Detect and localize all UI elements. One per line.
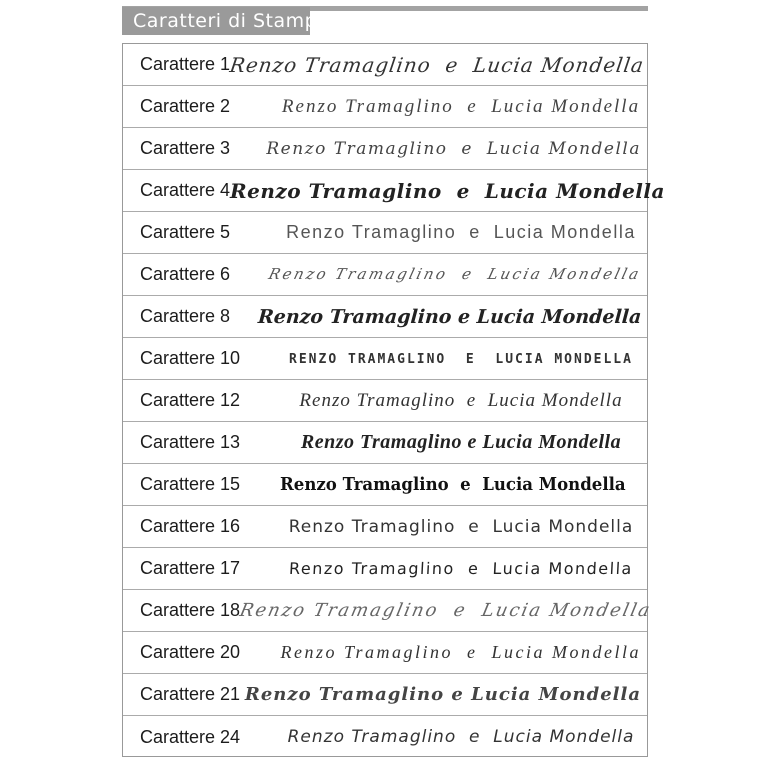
font-sample: Renzo Tramaglino e Lucia Mondella — [299, 389, 623, 411]
table-row — [123, 44, 647, 86]
table-row — [123, 296, 647, 338]
font-sample: RENZO TRAMAGLINO E LUCIA MONDELLA — [289, 351, 633, 367]
font-sample: Renzo Tramaglino e Lucia Mondella — [228, 52, 646, 77]
sample-cell — [281, 642, 648, 663]
font-sample: Renzo Tramaglino e Lucia Mondella — [281, 95, 641, 117]
sample-cell — [281, 222, 647, 243]
font-sample: Renzo Tramaglino e Lucia Mondella — [288, 516, 634, 537]
table-row — [123, 548, 647, 590]
row-label: Carattere 13 — [140, 432, 241, 452]
font-sample: Renzo Tramaglino e Lucia Mondella — [266, 265, 644, 283]
table-row — [123, 86, 647, 128]
font-sample: Renzo Tramaglino e Lucia Mondella — [287, 727, 635, 747]
font-sample: Renzo Tramaglino e Lucia Mondella — [237, 600, 654, 621]
sample-cell — [245, 684, 647, 705]
row-label: Carattere 24 — [140, 726, 241, 747]
font-sample: Renzo Tramaglino e Lucia Mondella — [288, 558, 634, 578]
table-row — [123, 506, 647, 548]
row-label: Carattere 2 — [140, 96, 231, 116]
row-label: Carattere 8 — [140, 306, 231, 326]
font-sample: Renzo Tramaglino e Lucia Mondella — [230, 178, 665, 203]
row-label: Carattere 12 — [140, 390, 241, 410]
table-row — [123, 128, 647, 170]
page-title: Caratteri di Stampa — [122, 7, 310, 35]
font-sample: Renzo Tramaglino e Lucia Mondella — [244, 684, 641, 705]
font-sample: Renzo Tramaglino e Lucia Mondella — [280, 642, 641, 662]
row-label: Carattere 21 — [140, 684, 241, 704]
header — [122, 6, 648, 36]
sample-cell — [281, 350, 647, 368]
table-row — [123, 170, 665, 212]
sample-cell — [258, 306, 647, 328]
sample-cell — [265, 474, 647, 495]
sample-cell — [230, 179, 671, 203]
row-label: Carattere 6 — [140, 264, 231, 284]
table-row — [123, 254, 647, 296]
table-row — [123, 422, 647, 464]
sample-cell — [266, 265, 647, 284]
font-sample: Renzo Tramaglino e Lucia Mondella — [256, 305, 642, 328]
table-row — [123, 590, 654, 632]
sample-cell — [281, 727, 647, 747]
table-row — [123, 632, 647, 674]
sample-cell — [281, 559, 647, 579]
table-row — [123, 380, 647, 422]
row-label: Carattere 3 — [140, 138, 231, 158]
font-sample: Renzo Tramaglino e Lucia Mondella — [300, 431, 622, 453]
row-label: Carattere 1 — [140, 54, 231, 74]
sample-cell — [281, 517, 647, 537]
row-label: Carattere 18 — [140, 600, 241, 620]
row-label: Carattere 20 — [140, 642, 241, 662]
sample-cell — [281, 431, 647, 454]
row-label: Carattere 5 — [140, 222, 231, 242]
sample-cell — [230, 53, 650, 77]
font-sample-table — [122, 43, 665, 757]
sample-cell — [281, 390, 647, 412]
row-label: Carattere 17 — [140, 558, 241, 578]
table-row — [123, 464, 647, 506]
table-row — [123, 674, 647, 716]
table-row — [123, 212, 647, 254]
row-label: Carattere 4 — [140, 180, 231, 200]
row-label: Carattere 10 — [140, 348, 241, 368]
row-label: Carattere 16 — [140, 516, 241, 536]
table-row — [123, 338, 647, 380]
font-sample: Renzo Tramaglino e Lucia Mondella — [266, 138, 641, 159]
sample-cell — [281, 96, 647, 118]
sample-cell — [266, 139, 647, 159]
table-row — [123, 716, 647, 758]
font-sample: Renzo Tramaglino e Lucia Mondella — [286, 222, 636, 242]
row-label: Carattere 15 — [140, 474, 241, 494]
sample-cell — [237, 600, 657, 621]
font-sample: Renzo Tramaglino e Lucia Mondella — [280, 474, 626, 495]
